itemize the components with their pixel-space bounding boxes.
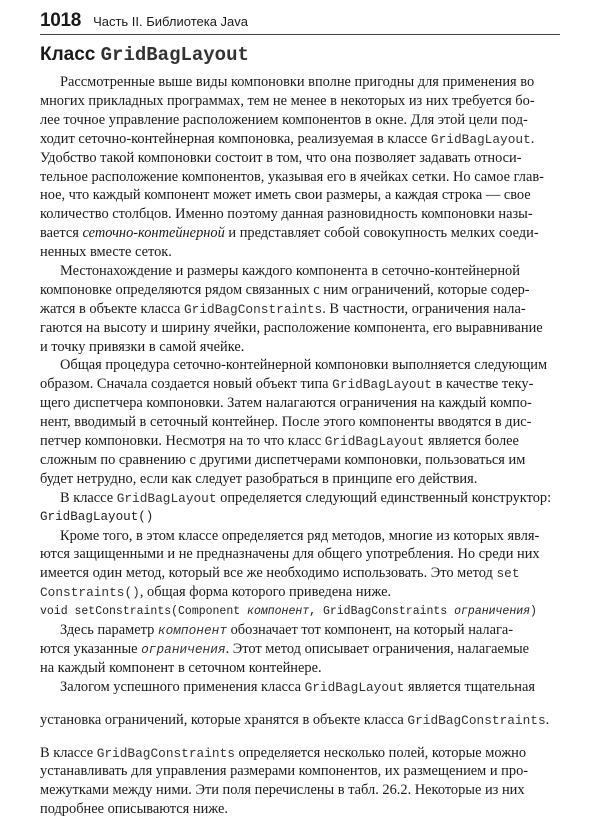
text-span: . В частности, ограничения нала- xyxy=(322,301,526,317)
text-span: обозначает тот компонент, на который налага- xyxy=(227,622,514,638)
code-span: GridBagLayout xyxy=(430,132,531,147)
section-title xyxy=(40,44,249,66)
text-line: Удобство такой компоновки состоит в том, что она позволяет задавать относи- xyxy=(40,150,522,166)
text-line: будет нетрудно, если как следует разобраться в принципе его действия. xyxy=(40,471,478,487)
text-line: щего диспетчера компоновки. Затем налагаются ограничения на каждый компо- xyxy=(40,395,532,411)
code-span: Constraints() xyxy=(40,585,140,600)
text-line: Рассмотренные выше виды компоновки вполне пригодны для применения во xyxy=(60,74,535,90)
text-line: ное, что каждый компонент может иметь свои размеры, а каждая строка — свое xyxy=(40,187,531,203)
code-span: set xyxy=(496,566,520,581)
code-span: GridBagLayout xyxy=(332,377,432,392)
text-span: , общая форма которого приведена ниже. xyxy=(139,584,392,600)
text-line: тельное расположение компонентов, указывая его в ячейках сетки. Но самое глав- xyxy=(40,169,544,185)
text-line xyxy=(40,744,560,763)
text-line: подробнее описываются ниже. xyxy=(40,801,229,817)
text-line: гаются на высоту и ширину ячейки, расположение компонента, его выравнивание xyxy=(40,320,543,336)
text-line xyxy=(40,224,560,243)
text-span: В классе xyxy=(60,490,117,506)
text-line: Кроме того, в этом классе определяется ряд методов, многие из которых явля- xyxy=(60,528,540,544)
code-span: GridBagLayout xyxy=(324,434,425,449)
code-span: ) xyxy=(530,605,537,618)
text-line: сложным по сравнению с другими диспетчерами компоновки, пользоваться им xyxy=(40,452,526,468)
text-line: устанавливать для управления размерами компонентов, их размещением и про- xyxy=(40,763,529,779)
text-line: нент, вводимый в сеточный контейнер. После этого компоненты вводятся в дис- xyxy=(40,414,532,430)
text-line: межутками между ними. Эти поля перечислены в табл. 26.2. Некоторые из них xyxy=(40,782,525,798)
text-span: . xyxy=(545,712,550,728)
text-span: в качестве теку- xyxy=(431,376,534,392)
code-listing xyxy=(40,602,560,621)
text-span: В классе xyxy=(40,745,97,761)
text-line xyxy=(60,489,560,508)
code-span: GridBagLayout xyxy=(304,680,405,695)
text-line: количество столбцов. Именно поэтому данная разновидность компоновки назы- xyxy=(40,206,533,222)
text-line xyxy=(40,640,560,659)
text-line xyxy=(40,711,560,730)
text-span: петчер компоновки. Несмотря на то что класс xyxy=(40,433,325,449)
page-header xyxy=(40,10,560,35)
text-line xyxy=(40,432,560,451)
text-span: . xyxy=(530,131,535,147)
text-line: лее точное управление расположением компонентов в окне. Для этой цели под- xyxy=(40,112,528,128)
text-line xyxy=(40,300,560,319)
text-span: установка ограничений, которые хранятся в объекте класса xyxy=(40,712,408,728)
text-line: ненных вместе сеток. xyxy=(40,244,172,260)
text-line xyxy=(60,621,560,640)
code-span: , GridBagConstraints xyxy=(309,605,455,618)
text-span: образом. Сначала создается новый объект типа xyxy=(40,376,333,392)
code-span: void setConstraints(Component xyxy=(40,605,248,618)
text-span: является тщательная xyxy=(404,679,535,695)
page-number: 1018 xyxy=(40,10,82,31)
text-span: определяется следующий единственный конструктор: xyxy=(216,490,552,506)
text-line: Местонахождение и размеры каждого компонента в сеточно-контейнерной xyxy=(60,263,520,279)
code-param: компонент xyxy=(247,605,310,618)
text-line: многих прикладных программах, тем не менее в некоторых из них требуется бо- xyxy=(40,93,535,109)
text-line: Общая процедура сеточно-контейнерной компоновки выполняется следующим xyxy=(60,357,548,373)
code-span: GridBagConstraints xyxy=(96,746,235,761)
code-param: компонент xyxy=(157,623,228,638)
running-title: Часть II. Библиотека Java xyxy=(93,14,249,29)
code-param: ограничения xyxy=(454,605,531,618)
text-line: ются защищенными и не предназначены для общего употребления. Но среди них xyxy=(40,546,540,562)
code-span: GridBagConstraints xyxy=(183,302,323,317)
text-line xyxy=(40,583,560,602)
text-line xyxy=(40,130,560,149)
text-span: определяется несколько полей, которые можно xyxy=(234,745,527,761)
text-span: жатся в объекте класса xyxy=(40,301,184,317)
section-title-prefix: Класс xyxy=(40,44,101,65)
code-span: GridBagLayout xyxy=(116,491,217,506)
text-line: на каждый компонент в сеточном контейнере. xyxy=(40,660,322,676)
text-span: ются указанные xyxy=(40,641,142,657)
text-span: . Этот метод описывает ограничения, налагаемые xyxy=(225,641,530,657)
text-line: и точку привязки в самой ячейке. xyxy=(40,339,245,355)
text-span: ходит сеточно-контейнерная компоновка, реализуемая в классе xyxy=(40,131,431,147)
code-listing: GridBagLayout() xyxy=(40,510,154,524)
text-span: вается xyxy=(40,225,83,241)
italic-term: сеточно-контейнерной xyxy=(82,225,225,241)
code-param: ограничения xyxy=(141,642,226,657)
code-span: GridBagConstraints xyxy=(407,713,546,728)
text-line xyxy=(40,564,560,583)
text-span: Здесь параметр xyxy=(60,622,158,638)
text-line xyxy=(40,375,560,394)
section-title-code: GridBagLayout xyxy=(100,44,249,66)
text-span: Залогом успешного применения класса xyxy=(60,679,305,695)
text-span: и представляет собой совокупность мелких соеди- xyxy=(224,225,539,241)
text-line: компоновке определяются рядом связанных с ним ограничений, которые содер- xyxy=(40,282,530,298)
text-line xyxy=(60,678,560,697)
text-span: является более xyxy=(424,433,519,449)
text-span: имеется один метод, который все же необходимо использовать. Это метод xyxy=(40,565,497,581)
